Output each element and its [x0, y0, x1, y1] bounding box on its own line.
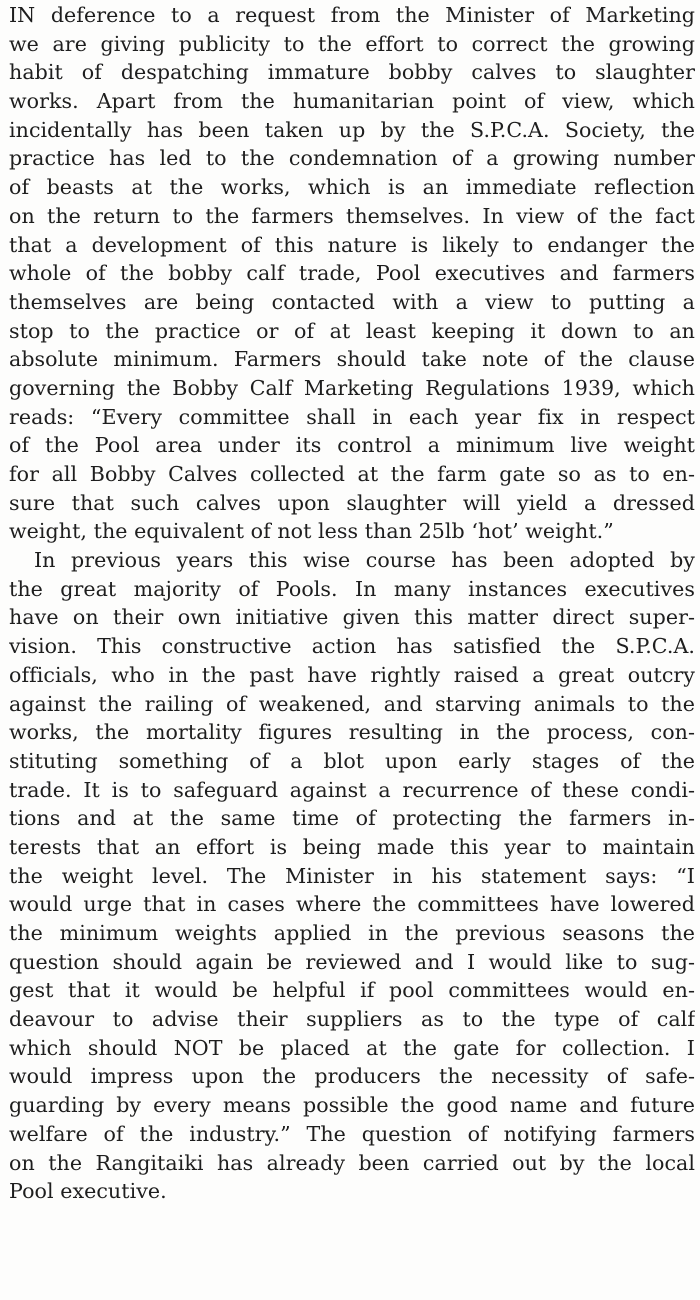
text-line: trade. It is to safeguard against a recurrence of these condi- — [9, 777, 695, 802]
text-line: practice has led to the condemnation of a growing number — [9, 146, 695, 171]
text-line: the weight level. The Minister in his statement says: “I — [9, 863, 695, 888]
text-line: reads: “Every committee shall in each year fix in respect — [9, 404, 695, 429]
paragraph-1 — [9, 1, 695, 546]
text-line: guarding by every means possible the good name and future — [9, 1093, 695, 1118]
text-line: officials, who in the past have rightly raised a great outcry — [9, 662, 695, 687]
text-line: stop to the practice or of at least keeping it down to an — [9, 318, 695, 343]
text-line: which should NOT be placed at the gate for collection. I — [9, 1035, 695, 1060]
text-line: In previous years this wise course has been adopted by — [34, 548, 695, 573]
text-line: question should again be reviewed and I would like to sug- — [9, 949, 695, 974]
text-line: stituting something of a blot upon early stages of the — [9, 748, 695, 773]
text-line: have on their own initiative given this matter direct super- — [9, 605, 695, 630]
text-line: on the Rangitaiki has already been carried out by the local — [9, 1150, 695, 1175]
text-line: for all Bobby Calves collected at the farm gate so as to en- — [9, 462, 695, 486]
text-line: works. Apart from the humanitarian point of view, which — [9, 89, 695, 114]
text-line: would urge that in cases where the committees have lowered — [9, 892, 695, 917]
text-line: works, the mortality figures resulting in the process, con- — [9, 720, 695, 745]
text-line: IN deference to a request from the Minister of Marketing — [9, 3, 695, 27]
text-line: governing the Bobby Calf Marketing Regulations 1939, which — [9, 375, 695, 400]
text-line: against the railing of weakened, and starving animals to the — [9, 691, 695, 716]
text-line: weight, the equivalent of not less than 25lb ‘hot’ weight.” — [9, 519, 614, 544]
text-line: we are giving publicity to the effort to correct the growing — [9, 31, 695, 56]
text-line: of the Pool area under its control a minimum live weight — [9, 433, 695, 458]
text-line: deavour to advise their suppliers as to the type of calf — [9, 1007, 695, 1032]
text-line: welfare of the industry.” The question of notifying farmers — [9, 1121, 695, 1146]
text-line: on the return to the farmers themselves. In view of the fact — [9, 203, 695, 228]
text-line: gest that it would be helpful if pool committees would en- — [9, 978, 695, 1003]
text-line: of beasts at the works, which is an immediate reflection — [9, 175, 695, 200]
text-line: Pool executive. — [9, 1179, 167, 1204]
text-line: sure that such calves upon slaughter will yield a dressed — [9, 490, 695, 515]
text-line: would impress upon the producers the necessity of safe- — [9, 1064, 695, 1089]
text-line: whole of the bobby calf trade, Pool executives and farmers — [9, 261, 695, 286]
text-line: terests that an effort is being made this year to maintain — [9, 834, 695, 859]
paragraph-2 — [9, 546, 695, 1206]
text-line: that a development of this nature is likely to endanger the — [9, 232, 695, 257]
text-line: tions and at the same time of protecting the farmers in- — [9, 806, 695, 831]
text-line: themselves are being contacted with a view to putting a — [9, 289, 695, 314]
text-line: the minimum weights applied in the previous seasons the — [9, 921, 695, 945]
text-line: incidentally has been taken up by the S.P.C.A. Society, the — [9, 117, 695, 142]
text-line: habit of despatching immature bobby calves to slaughter — [9, 60, 695, 85]
text-line: absolute minimum. Farmers should take note of the clause — [9, 347, 695, 372]
text-line: the great majority of Pools. In many instances executives — [9, 576, 695, 601]
text-line: vision. This constructive action has satisfied the S.P.C.A. — [9, 634, 695, 659]
article-column — [9, 1, 695, 1206]
